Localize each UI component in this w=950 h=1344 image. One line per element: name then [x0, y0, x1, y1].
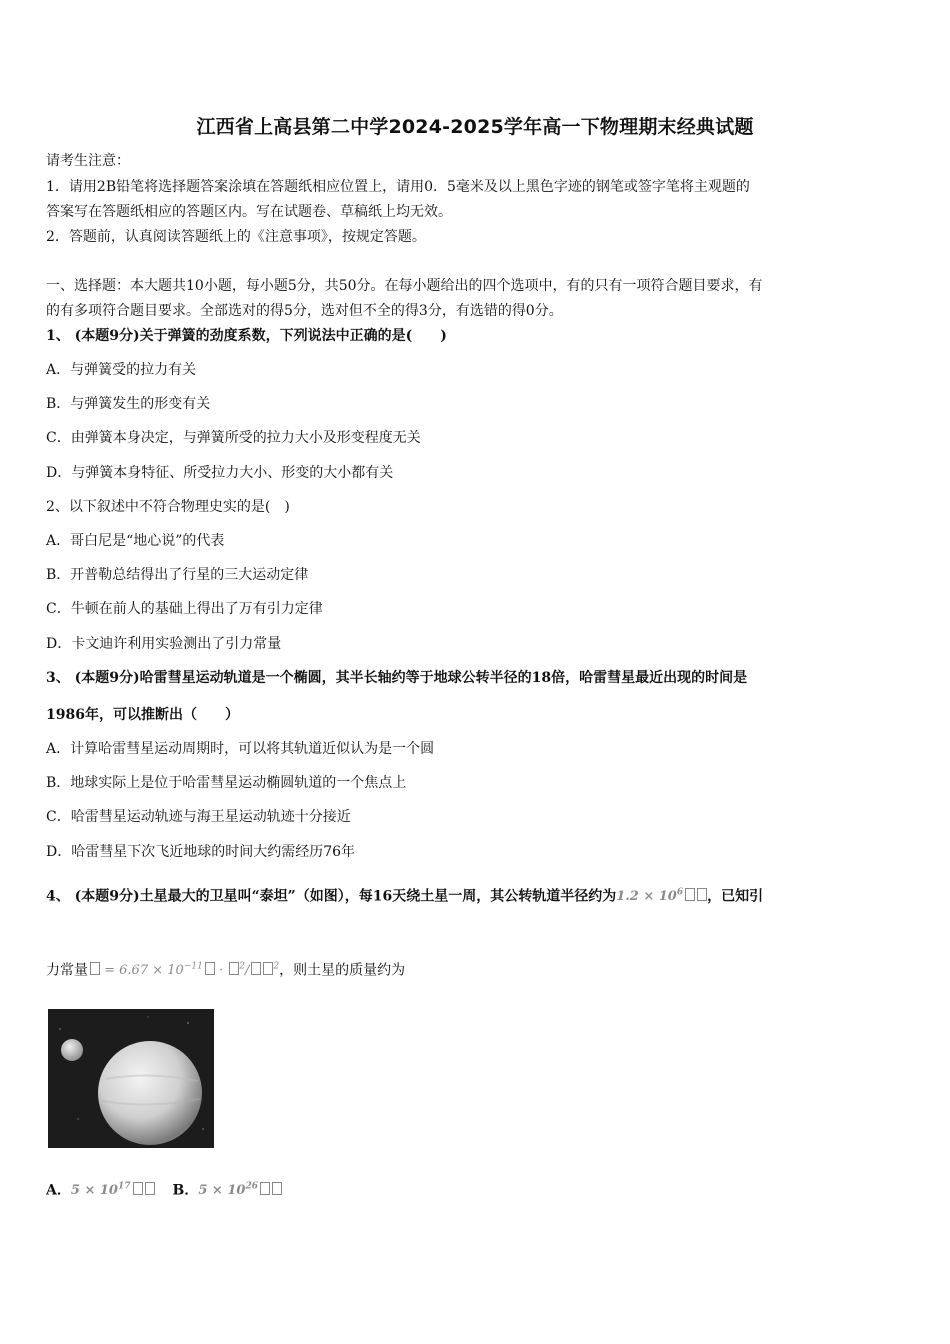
question-2-option-a: A．哥白尼是“地心说”的代表	[46, 533, 225, 549]
g-constant-dot: ·	[214, 963, 228, 979]
gravitational-constant-formula	[88, 963, 279, 978]
question-3-stem-1: 3、 (本题9分)哈雷彗星运动轨道是一个椭圆，其半长轴约等于地球公转半径的18倍，哈雷彗星最近出现的时间是	[46, 670, 748, 686]
saturn-planet	[98, 1041, 202, 1145]
option-a-base: 5 × 10	[70, 1183, 118, 1199]
option-a-exponent: 17	[117, 1182, 131, 1192]
unit-placeholder-box	[697, 888, 707, 901]
question-3-stem-2: 1986年，可以推断出（ ）	[46, 707, 239, 723]
question-3-option-a: A．计算哈雷彗星运动周期时，可以将其轨道近似认为是一个圆	[46, 741, 435, 757]
symbol-placeholder-box	[90, 962, 100, 975]
question-2-stem: 2、以下叙述中不符合物理史实的是( )	[46, 499, 290, 515]
option-b-exponent: 26	[245, 1182, 258, 1192]
saturn-titan-figure	[48, 1009, 214, 1148]
notice-line-2: 2．答题前，认真阅读答题纸上的《注意事项》，按规定答题。	[46, 229, 426, 245]
notice-line-1b: 答案写在答题纸相应的答题区内。写在试题卷、草稿纸上均无效。	[46, 204, 452, 220]
unit-placeholder-box	[260, 1182, 270, 1195]
question-4-text-1b: ，已知引	[707, 888, 764, 905]
unit-placeholder-box	[685, 888, 695, 901]
g-constant-base: = 6.67 × 10	[100, 963, 184, 979]
notice-heading: 请考生注意：	[46, 153, 130, 169]
notice-line-1a: 1．请用2B铅笔将选择题答案涂填在答题纸相应位置上，请用0．5毫米及以上黑色字迹的钢笔或签字笔将主观题的	[46, 179, 750, 195]
unit-placeholder-box	[133, 1182, 143, 1195]
question-3-option-c: C．哈雷彗星运动轨迹与海王星运动轨迹十分接近	[46, 809, 351, 825]
g-constant-exponent-3: 2	[273, 962, 280, 972]
saturn-titan-image	[48, 1009, 214, 1148]
question-2-option-c: C．牛顿在前人的基础上得出了万有引力定律	[46, 601, 323, 617]
question-1-stem: 1、 (本题9分)关于弹簧的劲度系数，下列说法中正确的是( )	[46, 328, 447, 344]
orbit-radius-exponent: 6	[676, 888, 684, 898]
question-4-stem-2	[46, 958, 405, 980]
option-b-base: 5 × 10	[198, 1183, 246, 1199]
orbit-radius-base: 1.2 × 10	[616, 889, 677, 905]
unit-placeholder-box	[145, 1182, 155, 1195]
section-intro-1: 一、选择题：本大题共10小题，每小题5分，共50分。在每小题给出的四个选项中，有的只有一项符合题目要求，有	[46, 278, 763, 294]
question-4-option-a-label: A．	[46, 1182, 71, 1199]
unit-placeholder-box	[251, 962, 261, 975]
section-intro-2: 的有多项符合题目要求。全部选对的得5分，选对但不全的得3分，有选错的得0分。	[46, 303, 563, 319]
unit-placeholder-box	[229, 962, 239, 975]
question-1-option-c: C．由弹簧本身决定，与弹簧所受的拉力大小及形变程度无关	[46, 430, 421, 446]
question-4-text-2a: 力常量	[46, 962, 88, 979]
question-1-option-b: B．与弹簧发生的形变有关	[46, 396, 211, 412]
question-1-option-a: A．与弹簧受的拉力有关	[46, 362, 197, 378]
unit-placeholder-box	[263, 962, 273, 975]
unit-placeholder-box	[272, 1182, 282, 1195]
question-4-option-b-label: B．	[172, 1182, 199, 1199]
question-2-option-d: D．卡文迪许利用实验测出了引力常量	[46, 636, 282, 652]
question-3-option-d: D．哈雷彗星下次飞近地球的时间大约需经历76年	[46, 844, 356, 860]
orbit-radius-formula	[616, 889, 707, 904]
g-constant-slash: /	[244, 963, 250, 979]
question-4-text-2b: ，则土星的质量约为	[279, 962, 406, 979]
g-constant-exponent: −11	[183, 962, 203, 972]
titan-moon	[61, 1039, 83, 1061]
question-4-stem-1	[46, 884, 763, 906]
question-4-option-b-value	[198, 1183, 282, 1198]
question-4-option-a-value	[71, 1183, 155, 1198]
g-constant-exponent-2: 2	[239, 962, 245, 972]
question-4-options	[46, 1178, 282, 1200]
unit-placeholder-box	[205, 962, 215, 975]
page-title: 江西省上高县第二中学2024-2025学年高一下物理期末经典试题	[196, 116, 754, 138]
question-2-option-b: B．开普勒总结得出了行星的三大运动定律	[46, 567, 309, 583]
question-4-text-1a: 4、 (本题9分)土星最大的卫星叫“泰坦”（如图），每16天绕土星一周，其公转轨道半径约为	[46, 888, 617, 905]
question-1-option-d: D．与弹簧本身特征、所受拉力大小、形变的大小都有关	[46, 465, 394, 481]
question-3-option-b: B．地球实际上是位于哈雷彗星运动椭圆轨道的一个焦点上	[46, 775, 407, 791]
